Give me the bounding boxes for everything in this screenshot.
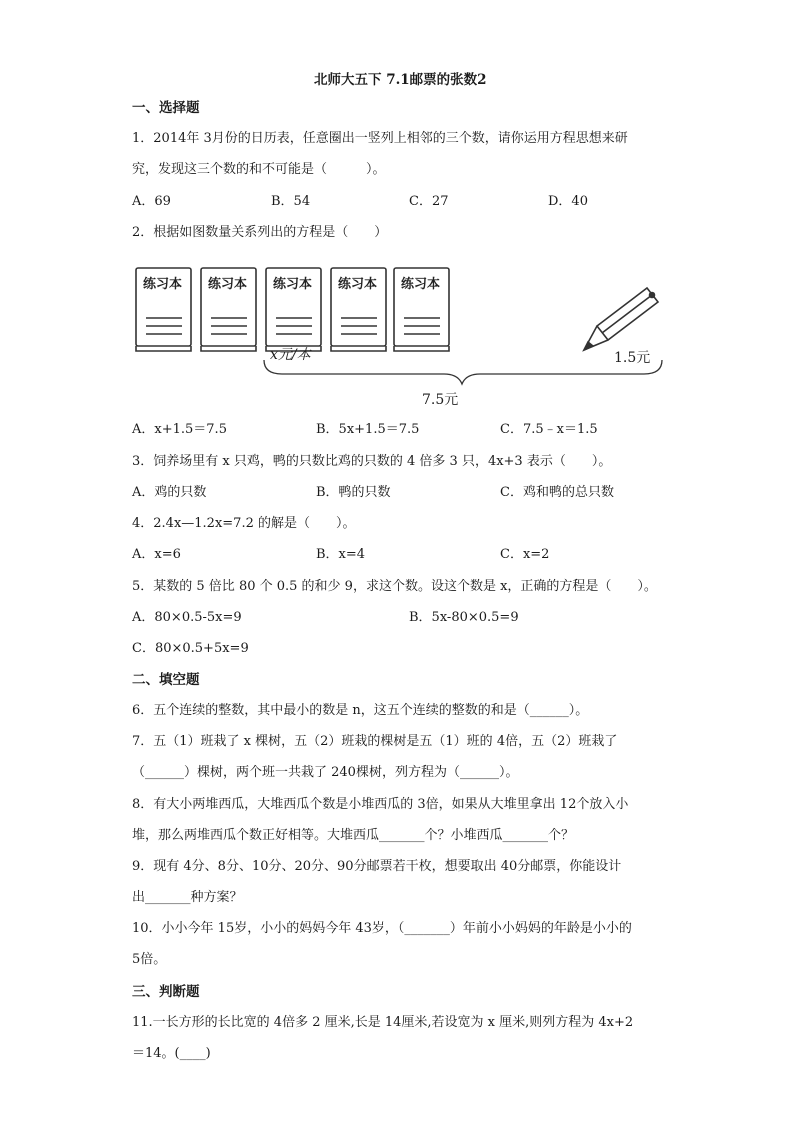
notebook-1: [136, 268, 191, 351]
question-5-line-1: 5．某数的 5 倍比 80 个 0.5 的和少 9，求这个数。设这个数是 x，正确的方程是（ ）。: [132, 579, 657, 594]
notebook-4-label: 练习本: [338, 277, 378, 292]
question-1-option-c: C．27: [409, 194, 449, 209]
notebook-2-label: 练习本: [208, 277, 248, 292]
question-4-option-a: A．x=6: [132, 547, 181, 562]
notebook-5-label: 练习本: [401, 277, 441, 292]
total-price-label: 7.5元: [422, 392, 459, 408]
question-11-line-2: ＝14。(____): [132, 1046, 211, 1061]
question-5-option-b: B．5x-80×0.5=9: [409, 610, 519, 625]
question-1-option-b: B．54: [271, 194, 311, 209]
question-1-option-d: D．40: [548, 194, 588, 209]
question-2-option-c: C．7.5﹣x＝1.5: [500, 422, 598, 437]
question-2-line-1: 2．根据如图数量关系列出的方程是（ ）: [132, 225, 388, 240]
notebook-1-label: 练习本: [143, 277, 183, 292]
question-7-line-1: 7．五（1）班栽了 x 棵树，五（2）班栽的棵树是五（1）班的 4倍，五（2）班栽了: [132, 734, 618, 749]
question-9-line-1: 9．现有 4分、8分、10分、20分、90分邮票若干枚，想要取出 40分邮票，你能设计: [132, 859, 622, 874]
question-8-line-1: 8．有大小两堆西瓜，大堆西瓜个数是小堆西瓜的 3倍，如果从大堆里拿出 12个放入小: [132, 797, 629, 812]
section-heading-choice: 一、选择题: [132, 100, 200, 116]
question-11-line-1: 11.一长方形的长比宽的 4倍多 2 厘米,长是 14厘米,若设宽为 x 厘米,则列方程为 4x+2: [132, 1015, 634, 1030]
notebook-5: [394, 268, 449, 351]
question-2-option-a: A．x+1.5＝7.5: [132, 422, 227, 437]
question-3-option-b: B．鸭的只数: [316, 485, 391, 500]
section-heading-fill: 二、填空题: [132, 672, 200, 688]
question-4-option-b: B．x=4: [316, 547, 366, 562]
question-9-line-2: 出_______种方案？: [132, 890, 243, 905]
question-7-line-2: （______）棵树，两个班一共栽了 240棵树，列方程为（______）。: [132, 765, 519, 780]
question-3-option-c: C．鸡和鸭的总只数: [500, 485, 614, 500]
total-brace: [264, 360, 662, 384]
notebook-4: [331, 268, 386, 351]
question-3-option-a: A．鸡的只数: [132, 485, 207, 500]
question-5-option-a: A．80×0.5-5x=9: [132, 610, 242, 625]
notebook-3-label: 练习本: [273, 277, 313, 292]
question-2-option-b: B．5x+1.5＝7.5: [316, 422, 420, 437]
section-heading-judge: 三、判断题: [132, 984, 200, 1000]
question-6-line-1: 6．五个连续的整数，其中最小的数是 n，这五个连续的整数的和是（______）。: [132, 703, 589, 718]
question-8-line-2: 堆，那么两堆西瓜个数正好相等。大堆西瓜_______个？小堆西瓜_______个？: [132, 828, 575, 843]
question-1-line-1: 1．2014年 3月份的日历表，任意圈出一竖列上相邻的三个数，请你运用方程思想来研: [132, 131, 628, 146]
notebook-2: [201, 268, 256, 351]
question-10-line-1: 10．小小今年 15岁，小小的妈妈今年 43岁，（_______）年前小小妈妈的年龄是小小的: [132, 921, 632, 936]
question-4-line-1: 4．2.4x—1.2x=7.2 的解是（ ）。: [132, 516, 356, 531]
question-2-figure: [132, 258, 672, 410]
question-1-line-2: 究，发现这三个数的和不可能是（ ）。: [132, 162, 386, 177]
question-1-option-a: A．69: [132, 194, 171, 209]
question-3-line-1: 3．饲养场里有 x 只鸡，鸭的只数比鸡的只数的 4 倍多 3 只，4x+3 表示（ ）。: [132, 454, 612, 469]
page-title: 北师大五下 7.1邮票的张数2: [314, 72, 487, 88]
pencil-price-label: 1.5元: [614, 350, 651, 366]
notebook-3: [266, 268, 321, 351]
pencil-icon: [584, 288, 658, 350]
question-5-option-c: C．80×0.5+5x=9: [132, 641, 249, 656]
unit-price-label: x元/本: [270, 347, 311, 363]
question-4-option-c: C．x=2: [500, 547, 550, 562]
question-10-line-2: 5倍。: [132, 952, 167, 967]
